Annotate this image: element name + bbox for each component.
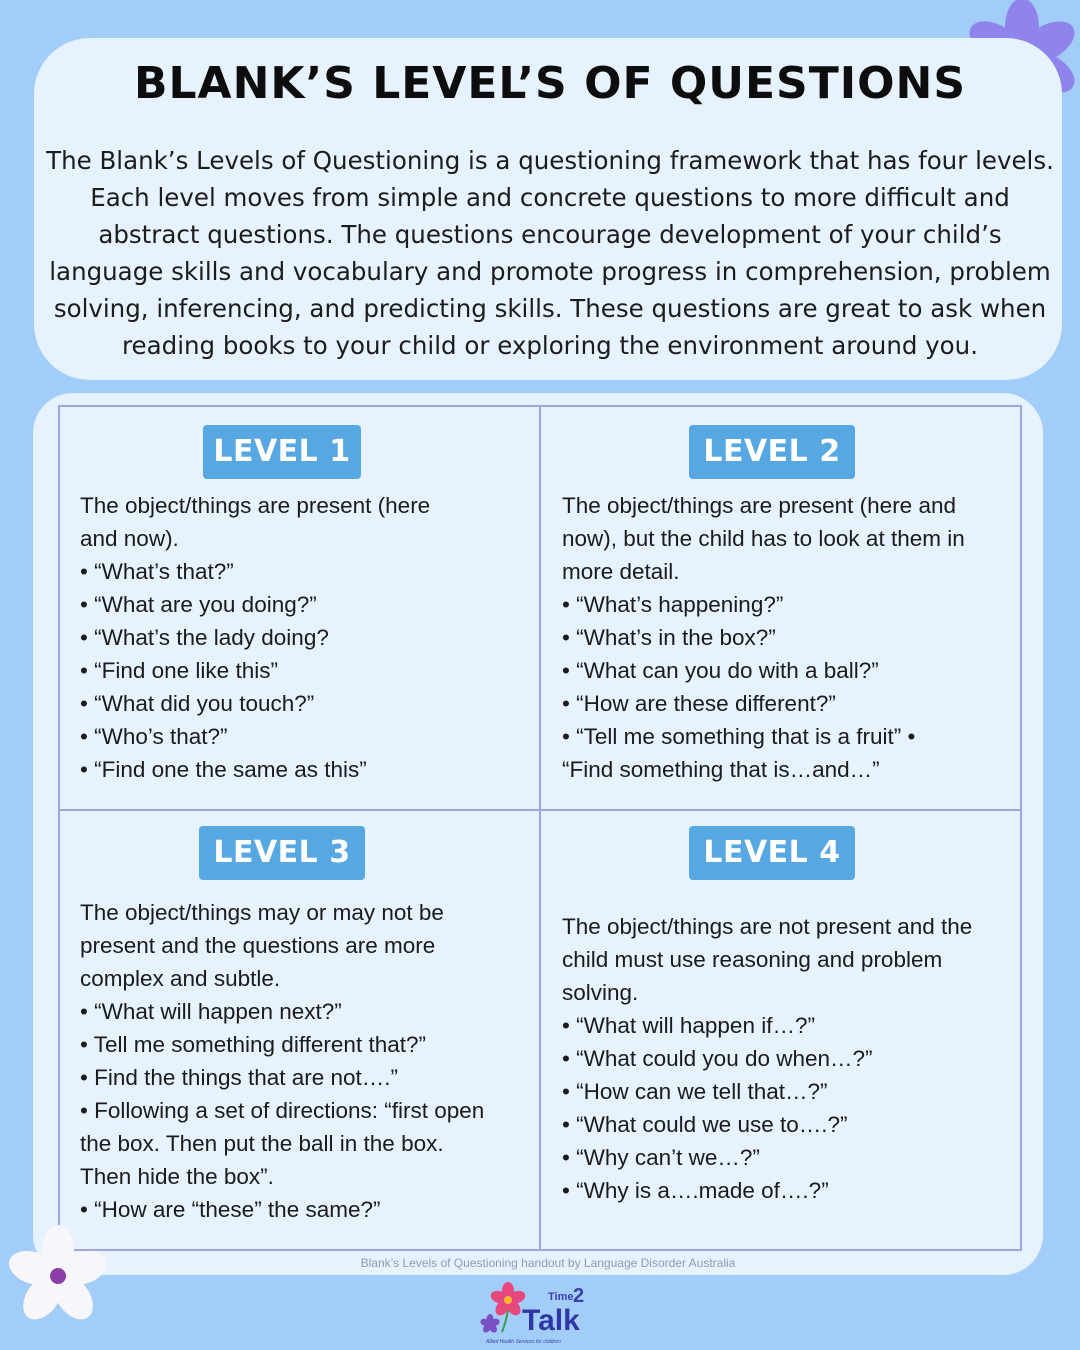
level-3-line: • “How are “these” the same?” <box>80 1197 381 1222</box>
level-1-line: • “What’s that?” <box>80 559 234 584</box>
level-2-text <box>562 489 1012 786</box>
level-1-line: • “What did you touch?” <box>80 691 315 716</box>
level-1-line: • “Who’s that?” <box>80 724 228 749</box>
level-3-line: the box. Then put the ball in the box. <box>80 1131 444 1156</box>
level-2-line: • “How are these different?” <box>562 691 836 716</box>
level-2-line: “Find something that is…and…” <box>562 757 880 782</box>
intro-paragraph: The Blank’s Levels of Questioning is a questioning framework that has four levels. Each level moves from simple and concrete questions to more difficult and abstract questions. The questions encourage development of your child’s language skills and vocabulary and promote progress in comprehension, problem solving, inferencing, and predicting skills. These questions are great to ask when reading books to your child or exploring the environment around you. <box>46 146 1054 360</box>
level-4-line: • “What will happen if…?” <box>562 1013 815 1038</box>
level-4-line: The object/things are not present and the <box>562 914 973 939</box>
logo-word-top: Time <box>548 1291 574 1303</box>
logo-small-flower-icon <box>479 1314 500 1334</box>
level-2-line: more detail. <box>562 559 680 584</box>
level-4-line: solving. <box>562 980 639 1005</box>
white-flower-icon <box>6 1224 110 1328</box>
level-2-badge: LEVEL 2 <box>689 425 855 479</box>
level-2-line: The object/things are present (here and <box>562 493 956 518</box>
level-4-line: • “Why can’t we…?” <box>562 1145 760 1170</box>
level-3-text <box>80 896 530 1226</box>
level-3-line: present and the questions are more <box>80 933 436 958</box>
level-3-line: • Tell me something different that?” <box>80 1032 426 1057</box>
footer-credit: Blank’s Levels of Questioning handout by Language Disorder Australia <box>360 1256 736 1270</box>
level-4-line: • “How can we tell that…?” <box>562 1079 828 1104</box>
level-1-line: • “Find one the same as this” <box>80 757 367 782</box>
level-1-line: The object/things are present (here <box>80 493 431 518</box>
logo-word-main: Talk <box>522 1304 580 1337</box>
level-4-line: • “What could you do when…?” <box>562 1046 873 1071</box>
level-4-line: • “Why is a….made of….?” <box>562 1178 829 1203</box>
level-1-line: • “What’s the lady doing? <box>80 625 329 650</box>
level-4-line: child must use reasoning and problem <box>562 947 943 972</box>
level-4-text <box>562 910 1012 1207</box>
level-2-line: • “Tell me something that is a fruit” • <box>562 724 916 749</box>
level-3-line: Then hide the box”. <box>80 1164 274 1189</box>
level-1-badge: LEVEL 1 <box>203 425 361 479</box>
level-3-line: • Find the things that are not….” <box>80 1065 399 1090</box>
page-title: BLANK’S LEVEL’S OF QUESTIONS <box>133 58 967 109</box>
level-2-line: • “What’s in the box?” <box>562 625 776 650</box>
logo-tagline: Allied Health Services for children <box>486 1339 561 1345</box>
level-3-badge: LEVEL 3 <box>199 826 365 880</box>
logo-number: 2 <box>573 1285 585 1307</box>
level-4-line: • “What could we use to….?” <box>562 1112 848 1137</box>
level-2-line: now), but the child has to look at them in <box>562 526 965 551</box>
level-1-line: and now). <box>80 526 179 551</box>
level-1-line: • “What are you doing?” <box>80 592 317 617</box>
level-3-line: • Following a set of directions: “first open <box>80 1098 485 1123</box>
time2talk-logo <box>478 1278 598 1346</box>
level-1-line: • “Find one like this” <box>80 658 278 683</box>
level-1-text <box>80 489 530 786</box>
level-3-line: The object/things may or may not be <box>80 900 444 925</box>
level-2-line: • “What’s happening?” <box>562 592 784 617</box>
level-2-line: • “What can you do with a ball?” <box>562 658 879 683</box>
level-3-line: • “What will happen next?” <box>80 999 342 1024</box>
grid-divider-vertical <box>539 405 541 1250</box>
level-4-badge: LEVEL 4 <box>689 826 855 880</box>
level-3-line: complex and subtle. <box>80 966 281 991</box>
grid-divider-horizontal <box>58 809 1021 811</box>
